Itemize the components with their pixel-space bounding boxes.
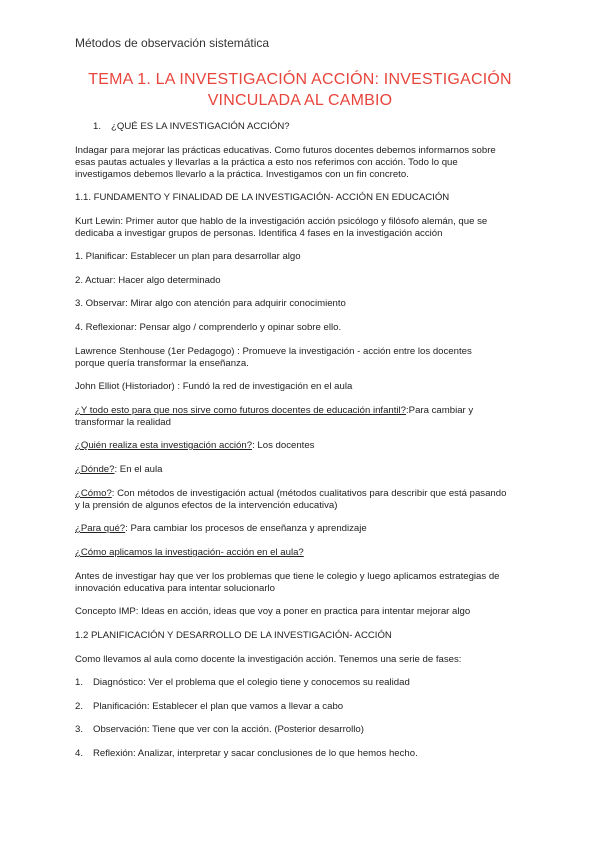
- question-what-for-text: ¿Para qué?: [75, 523, 126, 534]
- answer-why-line-2: transformar la realidad: [75, 417, 171, 428]
- answer-how-line-2: y la prensión de algunos efectos de la intervención educativa): [75, 500, 338, 511]
- stenhouse-line-2: porque quería transformar la enseñanza.: [75, 358, 249, 369]
- intro-line-3: investigamos debemos llevarlo a la práctica. Investigamos con un fin concreto.: [75, 169, 409, 180]
- question-why: [75, 405, 530, 417]
- section-1-heading: 1. ¿QUÉ ES LA INVESTIGACIÓN ACCIÓN?: [93, 121, 290, 132]
- elliot-line: John Elliot (Historiador) : Fundó la red de investigación en el aula: [75, 381, 353, 392]
- phase-2: 2. Actuar: Hacer algo determinado: [75, 275, 221, 286]
- document-header: Métodos de observación sistemática: [75, 36, 270, 50]
- answer-who-text: : Los docentes: [252, 440, 315, 451]
- section-1-2-heading: 1.2 PLANIFICACIÓN Y DESARROLLO DE LA INVESTIGACIÓN- ACCIÓN: [75, 630, 392, 641]
- intro-line-2: esas pautas actuales y llevarlas a la práctica a esto nos referimos con acción. Todo lo que: [75, 157, 458, 168]
- before-line-2: innovación educativa para intentar solucionarlo: [75, 583, 275, 594]
- question-why-text: ¿Y todo esto para que nos sirve como futuros docentes de educación infantil?: [75, 405, 407, 416]
- lewin-line-1: Kurt Lewin: Primer autor que hablo de la investigación acción psicólogo y filósofo alemán, que se: [75, 216, 488, 227]
- step-4: 4. Reflexión: Analizar, interpretar y sacar conclusiones de lo que hemos hecho.: [75, 748, 418, 759]
- phase-4: 4. Reflexionar: Pensar algo / comprenderlo y opinar sobre ello.: [75, 322, 342, 333]
- intro-line-1: Indagar para mejorar las prácticas educativas. Como futuros docentes debemos informarnos sobre: [75, 145, 496, 156]
- question-apply-text: ¿Cómo aplicamos la investigación- acción en el aula?: [75, 547, 304, 558]
- section-1-1-heading: 1.1. FUNDAMENTO Y FINALIDAD DE LA INVESTIGACIÓN- ACCIÓN EN EDUCACIÓN: [75, 192, 450, 203]
- stenhouse-line-1: Lawrence Stenhouse (1er Pedagogo) : Promueve la investigación - acción entre los docentes: [75, 346, 472, 357]
- step-3: 3. Observación: Tiene que ver con la acción. (Posterior desarrollo): [75, 724, 364, 735]
- lewin-line-2: dedicaba a investigar grupos de personas. Identifica 4 fases en la investigación acción: [75, 228, 443, 239]
- step-2: 2. Planificación: Establecer el plan que vamos a llevar a cabo: [75, 701, 344, 712]
- phase-1: 1. Planificar: Establecer un plan para desarrollar algo: [75, 251, 301, 262]
- question-how-text: ¿Cómo?: [75, 488, 112, 499]
- question-apply: [75, 547, 530, 559]
- main-title-line-1: TEMA 1. LA INVESTIGACIÓN ACCIÓN: INVESTIGACIÓN: [88, 71, 512, 88]
- answer-what-for-text: : Para cambiar los procesos de enseñanza y aprendizaje: [125, 523, 367, 534]
- phase-3: 3. Observar: Mirar algo con atención para adquirir conocimiento: [75, 298, 346, 309]
- question-who: [75, 440, 530, 452]
- question-how: [75, 488, 530, 500]
- answer-how-text: : Con métodos de investigación actual (métodos cualitativos para describir que está pasando: [111, 488, 507, 499]
- question-where-text: ¿Dónde?: [75, 464, 115, 475]
- question-where: [75, 464, 530, 476]
- section-1-2-intro: Como llevamos al aula como docente la investigación acción. Tenemos una serie de fases:: [75, 654, 462, 665]
- question-what-for: [75, 523, 530, 535]
- main-title-line-2: VINCULADA AL CAMBIO: [207, 92, 393, 109]
- question-who-text: ¿Quién realiza esta investigación acción?: [75, 440, 253, 451]
- before-line-1: Antes de investigar hay que ver los problemas que tiene le colegio y luego aplicamos estrategias de: [75, 571, 500, 582]
- answer-where-text: : En el aula: [114, 464, 163, 475]
- step-1: 1. Diagnóstico: Ver el problema que el colegio tiene y conocemos su realidad: [75, 677, 410, 688]
- answer-why-text: :Para cambiar y: [406, 405, 474, 416]
- concept-line: Concepto IMP: Ideas en acción, ideas que voy a poner en practica para intentar mejorar algo: [75, 606, 471, 617]
